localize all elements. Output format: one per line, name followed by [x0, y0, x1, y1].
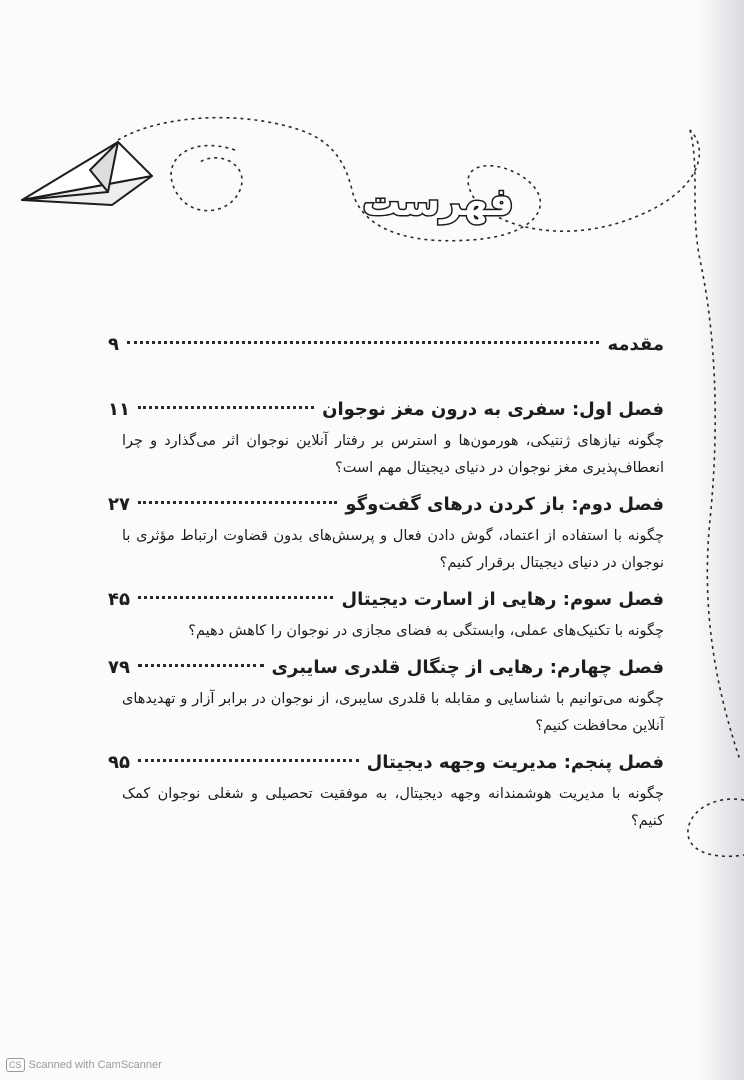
toc-entry-chapter-1	[108, 399, 664, 482]
page-number: ۴۵	[108, 589, 130, 610]
entry-title: فصل پنجم: مدیریت وجهه دیجیتال	[366, 752, 664, 773]
right-path-line	[690, 130, 740, 760]
entry-description: چگونه می‌توانیم با شناسایی و مقابله با قلدری سایبری، از نوجوان در برابر آزار و تهدیدهای آنلاین محافظت کنیم؟	[122, 691, 664, 734]
toc-entry-chapter-3	[108, 589, 664, 645]
dot-leader	[138, 596, 333, 599]
toc-row	[108, 657, 664, 678]
entry-title: فصل دوم: باز کردن درهای گفت‌وگو	[345, 494, 664, 515]
bottom-path-line	[688, 799, 744, 856]
dot-leader	[138, 664, 264, 667]
toc-row	[108, 494, 664, 515]
watermark-text: Scanned with CamScanner	[28, 1059, 162, 1071]
scanner-watermark	[6, 1058, 162, 1072]
entry-description: چگونه نیازهای ژنتیکی، هورمون‌ها و استرس بر رفتار آنلاین نوجوان اثر می‌گذارد و چرا انعطاف‌پذیری مغز نوجوان در دنیای دیجیتال مهم است؟	[122, 433, 664, 476]
entry-title: فصل سوم: رهایی از اسارت دیجیتال	[341, 589, 664, 610]
toc-title	[362, 176, 514, 228]
paper-plane-icon	[22, 142, 152, 205]
toc-entry-chapter-4	[108, 657, 664, 740]
page-number: ۲۷	[108, 494, 130, 515]
camscanner-logo-icon: CS	[6, 1058, 25, 1072]
toc-title-text: فهرست	[362, 180, 514, 224]
dot-leader	[138, 759, 359, 762]
toc-row	[108, 752, 664, 773]
entry-description: چگونه با مدیریت هوشمندانه وجهه دیجیتال، به موفقیت تحصیلی و شغلی نوجوان کمک کنیم؟	[122, 786, 664, 829]
page-number: ۹۵	[108, 752, 130, 773]
entry-title: فصل اول: سفری به درون مغز نوجوان	[322, 399, 664, 420]
toc-entry-intro	[108, 334, 664, 355]
entry-title: فصل چهارم: رهایی از چنگال قلدری سایبری	[271, 657, 664, 678]
table-of-contents	[108, 334, 664, 847]
entry-description: چگونه با تکنیک‌های عملی، وابستگی به فضای مجازی در نوجوان را کاهش دهیم؟	[188, 623, 664, 639]
dot-leader	[127, 341, 599, 344]
entry-title: مقدمه	[607, 334, 664, 355]
toc-entry-chapter-5	[108, 752, 664, 835]
toc-row	[108, 334, 664, 355]
dot-leader	[138, 406, 314, 409]
page-number: ۹	[108, 334, 119, 355]
toc-row	[108, 589, 664, 610]
toc-entry-chapter-2	[108, 494, 664, 577]
page-number: ۷۹	[108, 657, 130, 678]
loop-path-line	[171, 146, 242, 211]
toc-row	[108, 399, 664, 420]
dot-leader	[138, 501, 337, 504]
entry-description: چگونه با استفاده از اعتماد، گوش دادن فعال و پرسش‌های بدون قضاوت ارتباط مؤثری با نوجوان در دنیای دیجیتال برقرار کنیم؟	[122, 528, 664, 571]
page-number: ۱۱	[108, 399, 130, 420]
